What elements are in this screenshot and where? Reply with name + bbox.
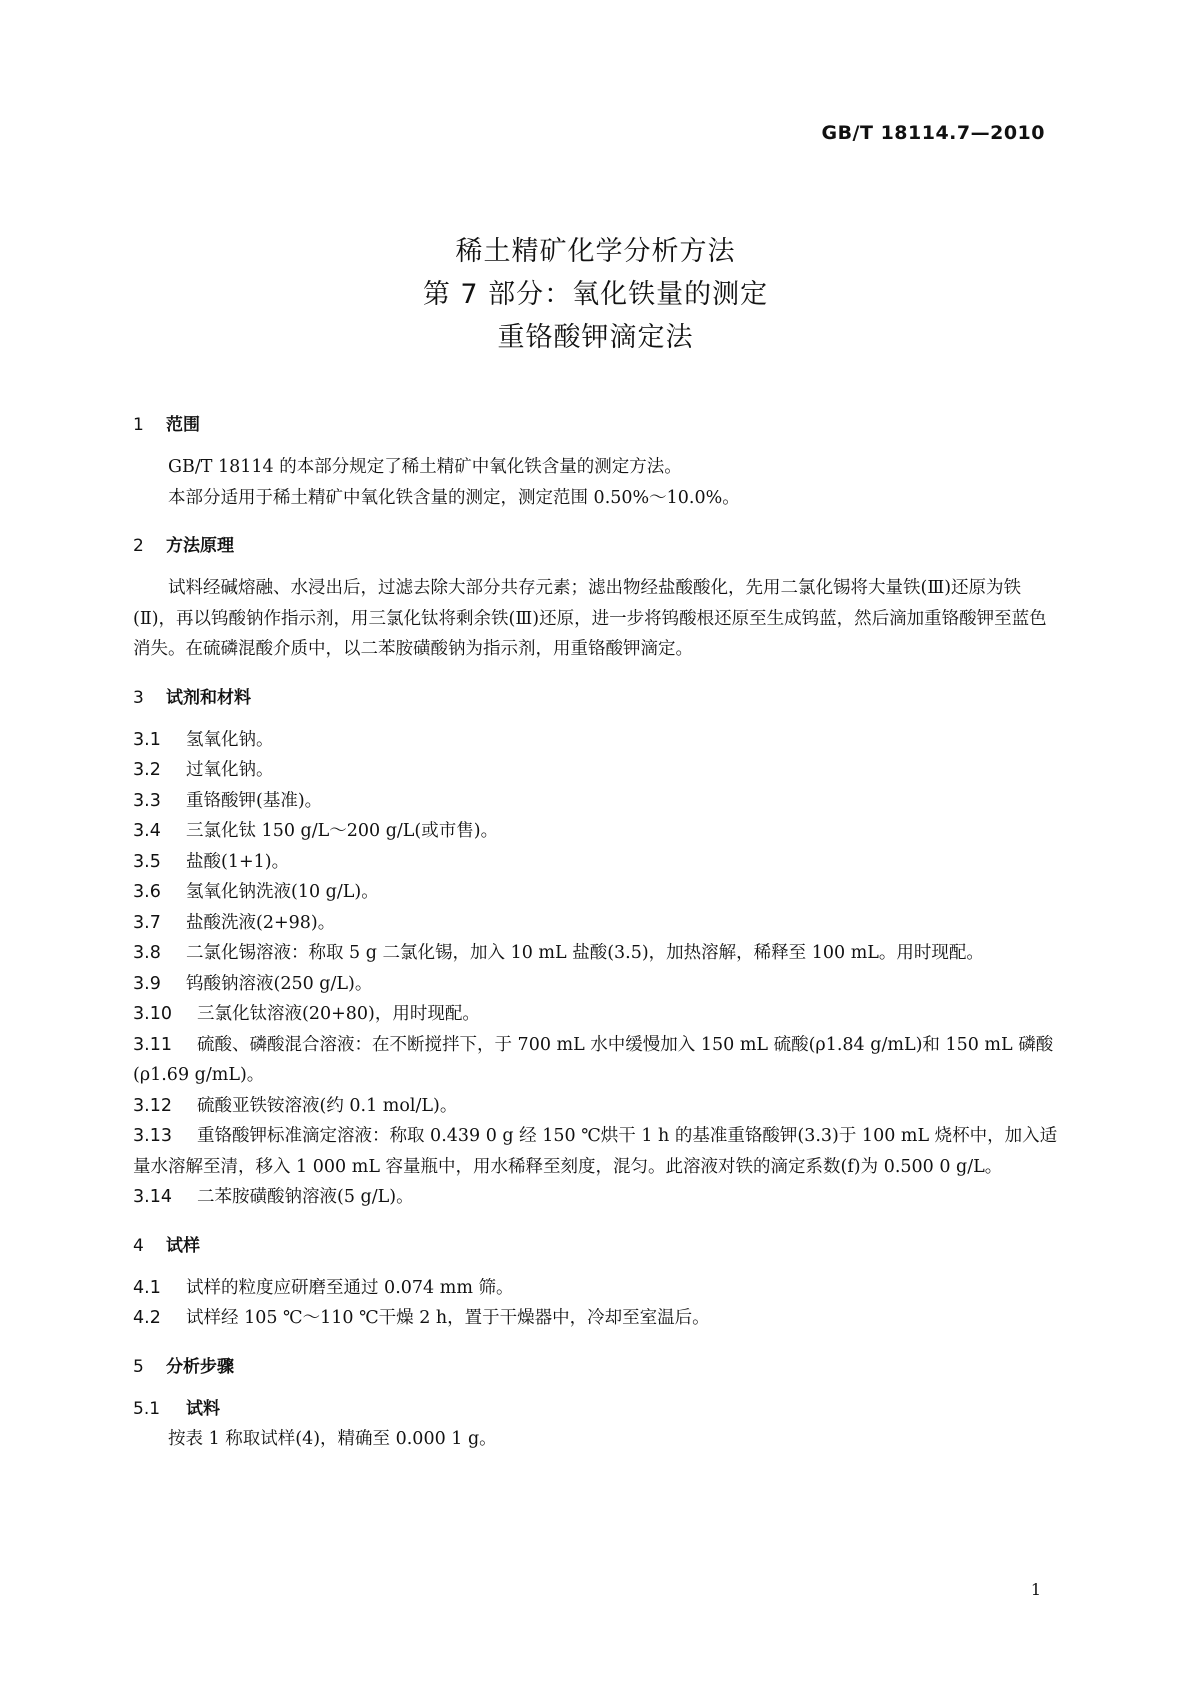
list-item: [133, 1121, 1058, 1182]
title-line-2: 第 7 部分：氧化铁量的测定: [422, 279, 769, 310]
list-item: [133, 938, 1058, 969]
section-title: 试样: [166, 1235, 200, 1256]
section-title: 方法原理: [166, 536, 234, 556]
section-heading-3: [133, 683, 1058, 713]
section-number: 3: [133, 687, 144, 708]
list-item: [133, 1182, 1058, 1213]
section-title: 范围: [166, 415, 200, 435]
list-item: [133, 786, 1058, 817]
item-number: 3.11: [133, 1034, 172, 1055]
list-item: [133, 1091, 1058, 1122]
item-text: 硫酸、磷酸混合溶液：在不断搅拌下，于 700 mL 水中缓慢加入 150 mL 硫酸(ρ1.84 g/mL)和 150 mL 磷酸(ρ1.69 g/mL)。: [133, 1034, 1054, 1085]
item-text: 氢氧化钠洗液(10 g/L)。: [186, 882, 379, 902]
list-item: [133, 999, 1058, 1030]
item-number: 3.13: [133, 1126, 172, 1146]
title-line-1: 稀土精矿化学分析方法: [455, 236, 736, 267]
item-text: 试样经 105 ℃～110 ℃干燥 2 h，置于干燥器中，冷却至室温后。: [186, 1308, 710, 1328]
list-item: [133, 1303, 1058, 1334]
item-number: 3.7: [133, 912, 161, 933]
item-number: 3.10: [133, 1004, 172, 1024]
section-heading-1: [133, 410, 1058, 440]
item-number: 3.12: [133, 1095, 172, 1116]
section-number: 5.1: [133, 1398, 161, 1419]
section-number: 4: [133, 1235, 144, 1256]
item-text: 二苯胺磺酸钠溶液(5 g/L)。: [197, 1187, 414, 1207]
list-item: [133, 969, 1058, 1000]
section-heading-2: [133, 531, 1058, 561]
paragraph: 按表 1 称取试样(4)，精确至 0.000 1 g。: [168, 1428, 497, 1449]
standard-code: GB/T 18114.7—2010: [821, 122, 1045, 144]
section-title: 试剂和材料: [166, 687, 251, 708]
paragraph: 试料经碱熔融、水浸出后，过滤去除大部分共存元素；滤出物经盐酸酸化，先用二氯化锡将大量铁(Ⅲ)还原为铁(Ⅱ)，再以钨酸钠作指示剂，用三氯化钛将剩余铁(Ⅲ)还原，进一步将钨酸根还原至生成钨蓝，然后滴加重铬酸钾至蓝色消失。在硫磷混酸介质中，以二苯胺磺酸钠为指示剂，用重铬酸钾滴定。: [133, 578, 1047, 659]
list-item: [133, 1273, 1058, 1304]
paragraph: 本部分适用于稀土精矿中氧化铁含量的测定，测定范围 0.50%～10.0%。: [168, 487, 740, 508]
subsection-heading-5-1: [133, 1394, 1058, 1424]
section-heading-4: [133, 1231, 1058, 1261]
page-number: 1: [1030, 1580, 1041, 1599]
list-item: [133, 1030, 1058, 1091]
item-text: 二氯化锡溶液：称取 5 g 二氯化锡，加入 10 mL 盐酸(3.5)，加热溶解，稀释至 100 mL。用时现配。: [186, 943, 984, 963]
section-number: 2: [133, 536, 144, 556]
title-line-3: 重铬酸钾滴定法: [497, 322, 694, 353]
item-number: 3.8: [133, 943, 161, 963]
section-number: 5: [133, 1356, 144, 1377]
document-title: [0, 230, 1191, 359]
item-number: 3.5: [133, 851, 161, 872]
item-text: 氢氧化钠。: [186, 729, 274, 750]
item-text: 三氯化钛溶液(20+80)，用时现配。: [197, 1004, 480, 1024]
item-number: 3.14: [133, 1187, 172, 1207]
list-item: [133, 725, 1058, 756]
item-number: 3.9: [133, 973, 161, 994]
item-number: 3.1: [133, 729, 161, 750]
item-text: 三氯化钛 150 g/L～200 g/L(或市售)。: [186, 821, 499, 841]
section-title: 分析步骤: [166, 1356, 234, 1377]
list-item: [133, 755, 1058, 786]
item-text: 硫酸亚铁铵溶液(约 0.1 mol/L)。: [197, 1095, 458, 1116]
document-body: [133, 410, 1058, 1454]
item-number: 3.3: [133, 790, 161, 811]
item-number: 4.1: [133, 1277, 161, 1298]
item-text: 试样的粒度应研磨至通过 0.074 mm 筛。: [186, 1277, 514, 1298]
section-heading-5: [133, 1352, 1058, 1382]
list-item: [133, 847, 1058, 878]
item-text: 盐酸洗液(2+98)。: [186, 912, 336, 933]
item-number: 3.4: [133, 821, 161, 841]
item-number: 3.2: [133, 760, 161, 780]
item-text: 重铬酸钾(基准)。: [186, 790, 323, 811]
list-item: [133, 908, 1058, 939]
item-text: 钨酸钠溶液(250 g/L)。: [186, 973, 373, 994]
paragraph: GB/T 18114 的本部分规定了稀土精矿中氧化铁含量的测定方法。: [168, 457, 682, 477]
item-number: 3.6: [133, 882, 161, 902]
list-item: [133, 816, 1058, 847]
section-number: 1: [133, 415, 144, 435]
item-text: 重铬酸钾标准滴定溶液：称取 0.439 0 g 经 150 ℃烘干 1 h 的基准重铬酸钾(3.3)于 100 mL 烧杯中，加入适量水溶解至清，移入 1 000 mL 容量瓶中，用水稀释至刻度，混匀。此溶液对铁的滴定系数(f)为 0.500 0 g/L。: [133, 1126, 1058, 1177]
item-text: 盐酸(1+1)。: [186, 851, 290, 872]
list-item: [133, 877, 1058, 908]
section-title: 试料: [186, 1398, 220, 1419]
item-number: 4.2: [133, 1308, 161, 1328]
item-text: 过氧化钠。: [186, 760, 274, 780]
